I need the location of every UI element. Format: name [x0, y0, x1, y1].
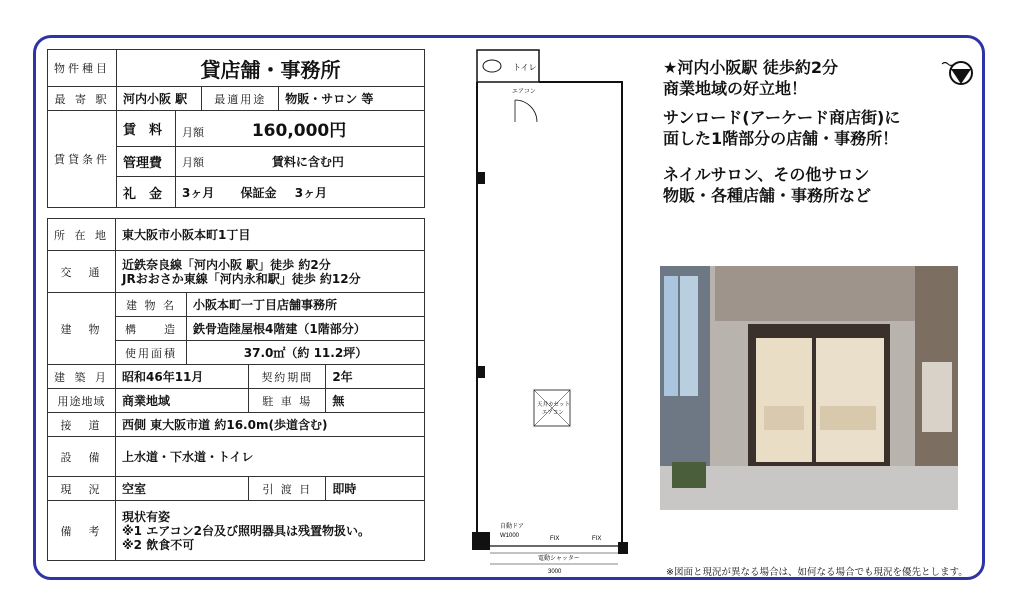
- shutter-label: 電動シャッター: [538, 556, 580, 562]
- ceiling-label-2: エアコン: [542, 410, 564, 416]
- structure-value: 鉄骨造陸屋根4階建（1階部分）: [187, 317, 425, 341]
- traffic-value: [116, 251, 425, 293]
- contract-value: 2年: [326, 365, 425, 389]
- area-label: 使用面積: [116, 341, 187, 365]
- rent-unit: 月額: [182, 126, 204, 139]
- road-value: 西側 東大阪市道 約16.0m(歩道含む): [116, 413, 425, 437]
- bname-value: 小阪本町一丁目店舗事務所: [187, 293, 425, 317]
- remark-line-3: ※2 飲食不可: [122, 537, 195, 552]
- terms-table: [47, 49, 425, 208]
- building-label: 建 物: [48, 293, 116, 365]
- status-label: 現 況: [48, 477, 116, 501]
- dim-label: 3000: [548, 569, 562, 575]
- station-value: 河内小阪 駅: [117, 87, 202, 111]
- remark-line-1: 現状有姿: [122, 509, 171, 524]
- zone-label: 用途地域: [48, 389, 116, 413]
- built-value: 昭和46年11月: [116, 365, 249, 389]
- disclaimer-note: ※図面と現況が異なる場合は、如何なる場合でも現況を優先とします。: [666, 567, 968, 578]
- deposit-value: 3ヶ月: [294, 185, 328, 200]
- parking-value: 無: [326, 389, 425, 413]
- property-title: 貸店舗・事務所: [117, 50, 425, 87]
- aircon-label: エアコン: [512, 89, 536, 95]
- promo-line-3: サンロード(アーケード商店街)に: [663, 108, 901, 127]
- fee-unit: 月額: [182, 156, 204, 169]
- door-swing: [515, 100, 537, 122]
- zone-value: 商業地域: [116, 389, 249, 413]
- promo-line-2: 商業地域の好立地！: [663, 79, 808, 98]
- w1000-label: W1000: [500, 533, 520, 539]
- fee-value: 賃料に含む円: [271, 155, 344, 169]
- autodoor-label: 自動ドア: [500, 524, 524, 530]
- station-label: 最 寄 駅: [48, 87, 117, 111]
- promo-line-5: ネイルサロン、その他サロン: [663, 165, 870, 184]
- built-label: 建 築 月: [48, 365, 116, 389]
- pillar-corner-left: [472, 532, 490, 550]
- property-table: [47, 218, 425, 561]
- remark-line-2: ※1 エアコン2台及び照明器具は残置物扱い。: [122, 523, 370, 538]
- contract-label: 契約期間: [249, 365, 326, 389]
- key-row: [176, 177, 425, 208]
- fix-label-1: FIX: [550, 536, 560, 542]
- fee-label: 管理費: [117, 147, 176, 177]
- rent-value: 160,000円: [251, 121, 347, 141]
- deposit-label: 保証金: [240, 185, 277, 200]
- storefront-photo: [660, 266, 958, 510]
- equip-value: 上水道・下水道・トイレ: [116, 437, 425, 477]
- traffic-label: 交 通: [48, 251, 116, 293]
- remarks-label: 備 考: [48, 501, 116, 561]
- promo-line-4: 面した1階部分の店舗・事務所！: [663, 129, 899, 148]
- promo-uses: [663, 164, 871, 206]
- pillar-corner-right: [618, 542, 628, 554]
- parking-label: 駐 車 場: [249, 389, 326, 413]
- remarks-value: [116, 501, 425, 561]
- pillar-2: [477, 366, 485, 378]
- key-label: 礼 金: [117, 177, 176, 208]
- fix-label-2: FIX: [592, 536, 602, 542]
- terms-label: 賃貸条件: [48, 111, 117, 208]
- promo-line-6: 物販・各種店舗・事務所など: [663, 186, 872, 205]
- right-wall: [539, 82, 622, 546]
- promo-sub: [663, 107, 900, 149]
- handover-value: 即時: [326, 477, 425, 501]
- area-value: 37.0㎡（約 11.2坪）: [187, 341, 425, 365]
- traffic-line-2: JRおおさか東線「河内永和駅」徒歩 約12分: [122, 271, 361, 286]
- address-value: 東大阪市小阪本町1丁目: [116, 219, 425, 251]
- use-value: 物販・サロン 等: [279, 87, 425, 111]
- rent-row: [176, 111, 425, 147]
- promo-line-1: ★河内小阪駅 徒歩約2分: [663, 58, 839, 77]
- pillar-1: [477, 172, 485, 184]
- equip-label: 設 備: [48, 437, 116, 477]
- type-label: 物件種目: [48, 50, 117, 87]
- rent-label: 賃 料: [117, 111, 176, 147]
- ceiling-label-1: 天井カセット: [537, 402, 571, 408]
- address-label: 所 在 地: [48, 219, 116, 251]
- promo-headline: [663, 57, 838, 99]
- floor-plan: [470, 40, 640, 580]
- traffic-line-1: 近鉄奈良線「河内小阪 駅」徒歩 約2分: [122, 257, 331, 272]
- road-label: 接 道: [48, 413, 116, 437]
- compass-icon: [940, 58, 974, 88]
- bname-label: 建 物 名: [116, 293, 187, 317]
- fee-row: [176, 147, 425, 177]
- toilet-icon: [483, 60, 501, 72]
- status-value: 空室: [116, 477, 249, 501]
- use-label: 最適用途: [202, 87, 279, 111]
- handover-label: 引 渡 日: [249, 477, 326, 501]
- key-value: 3ヶ月: [182, 185, 215, 200]
- toilet-label: トイレ: [513, 63, 537, 72]
- structure-label: 構 造: [116, 317, 187, 341]
